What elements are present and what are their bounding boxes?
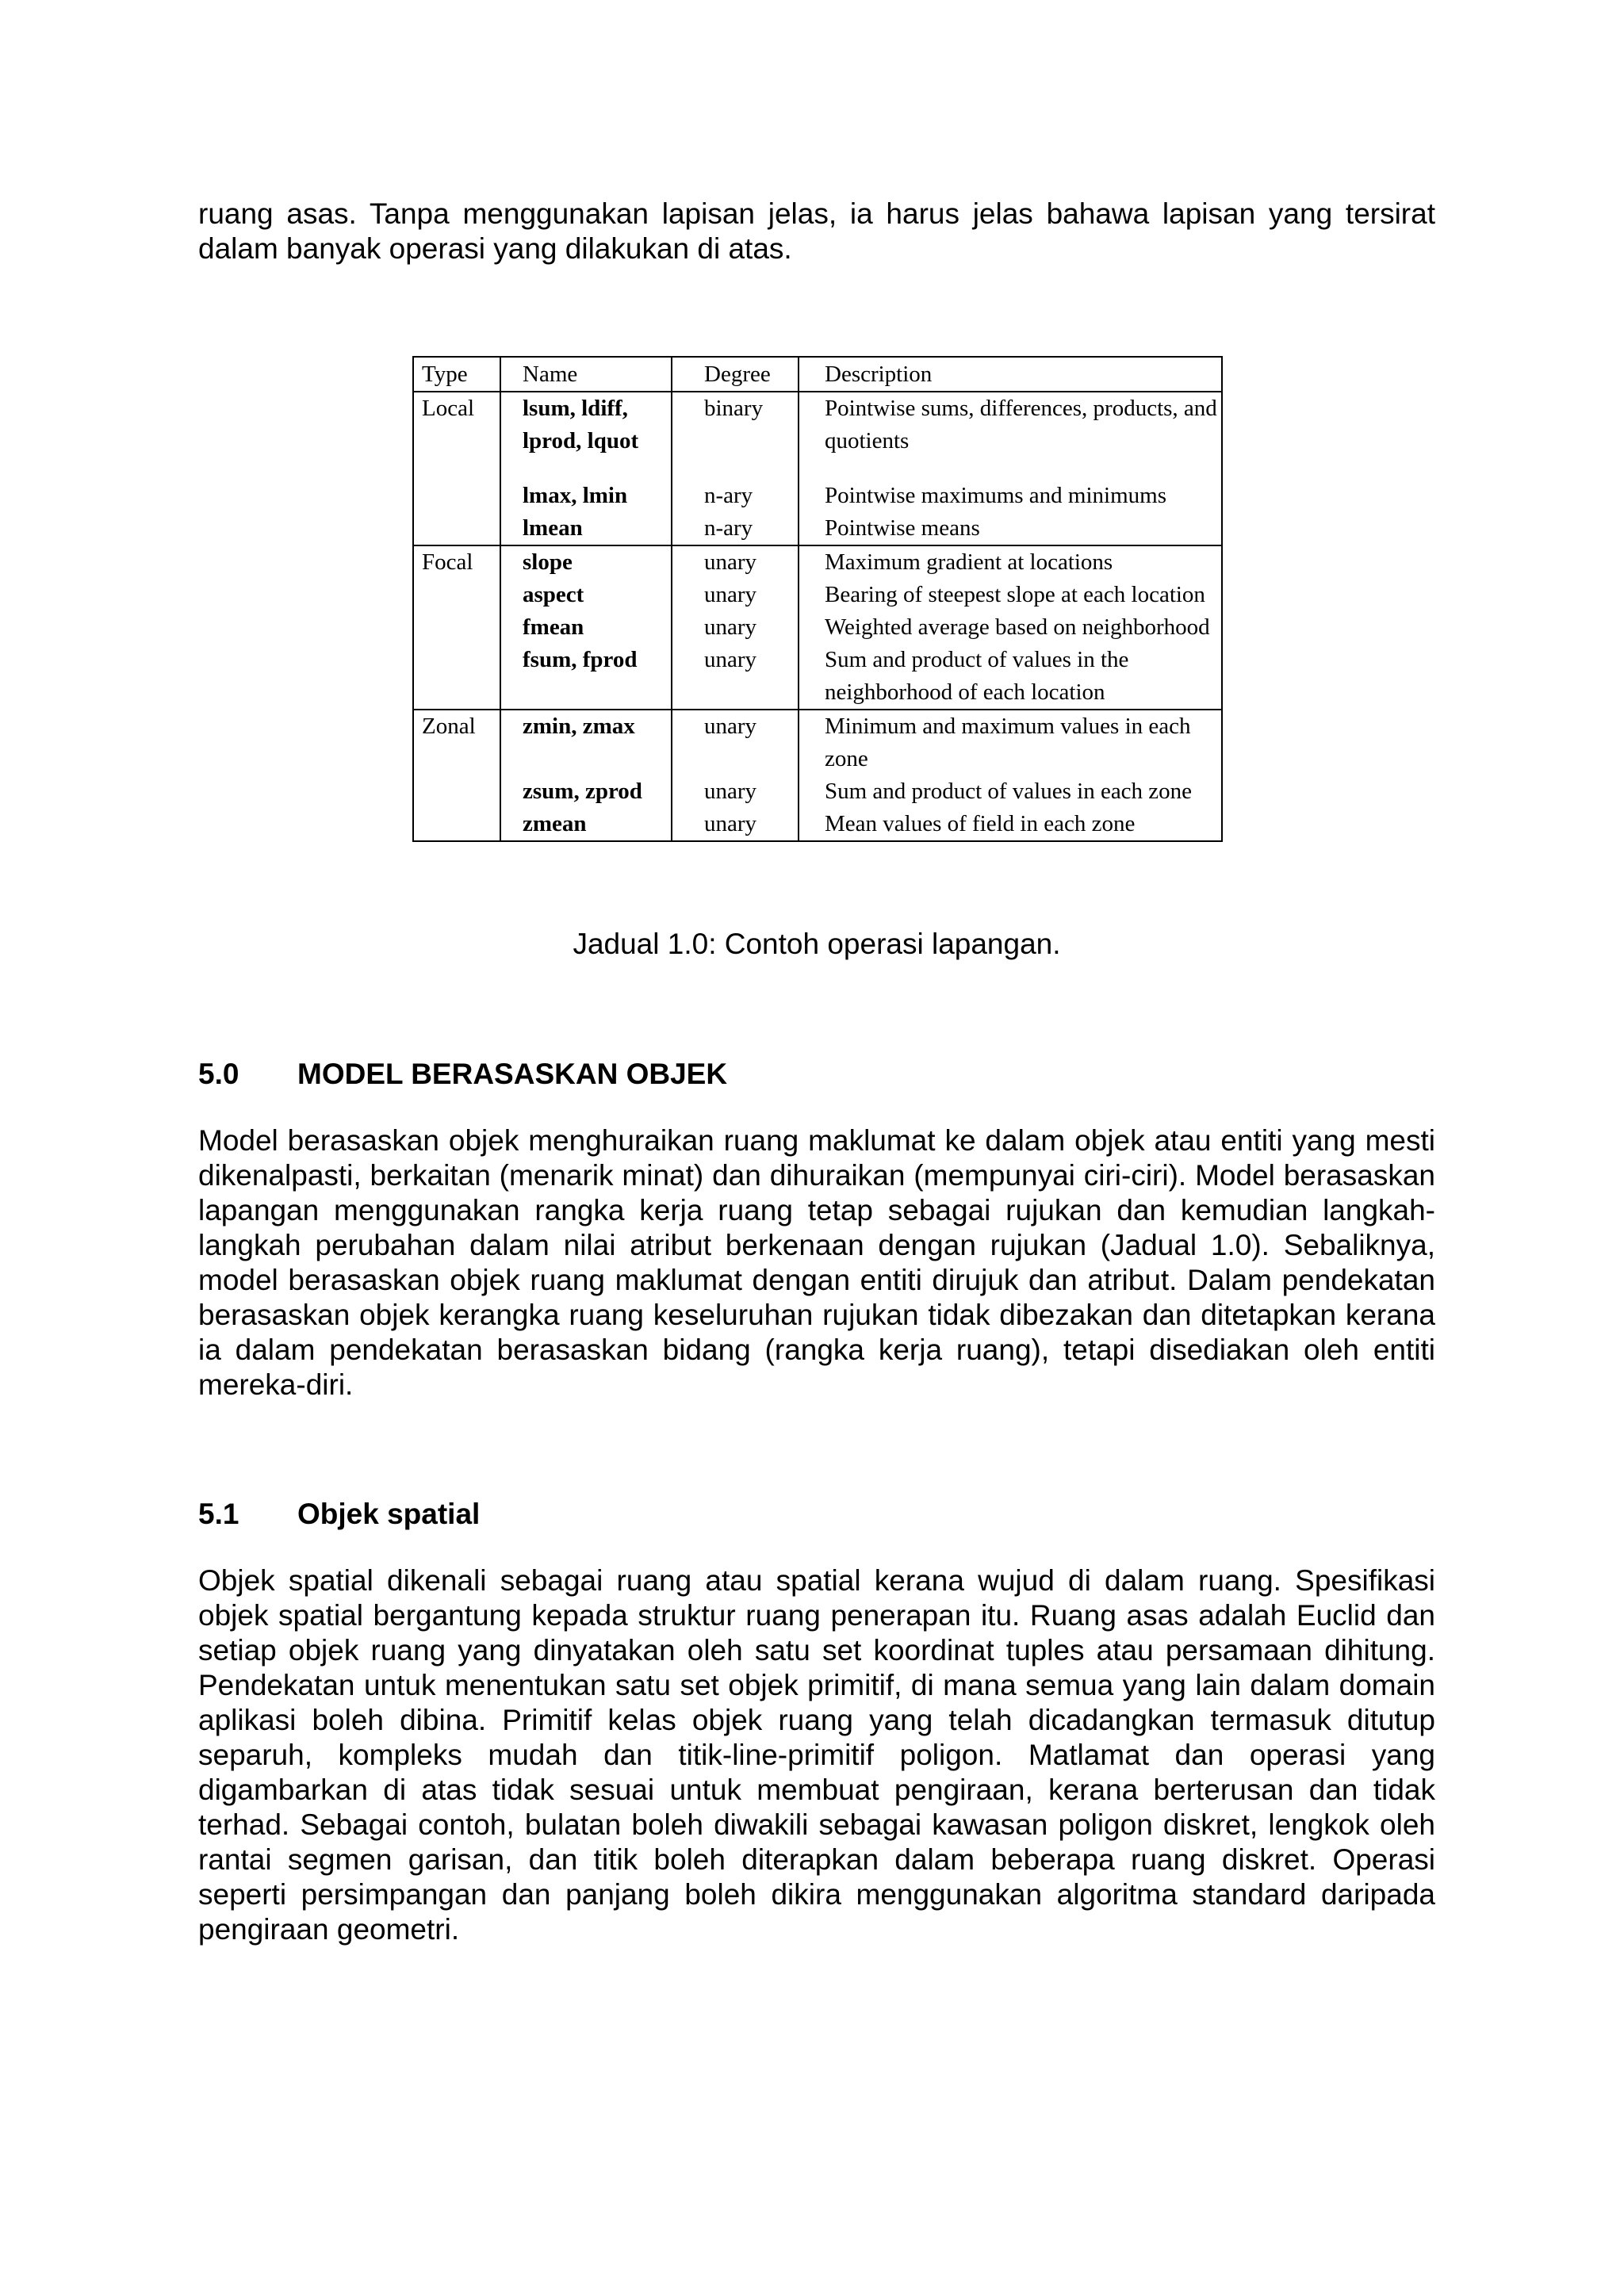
section-5-0-paragraph: Model berasaskan objek menghuraikan ruang maklumat ke dalam objek atau entiti yang mesti dikenalpasti, berkaitan (menarik minat) dan dihuraikan (mempunyai ciri-ciri). Model berasaskan lapangan menggunakan rangka kerja ruang tetap sebagai rujukan dan kemudian langkah-langkah perubahan dalam nilai atribut berkenaan dengan rujukan (Jadual 1.0). Sebaliknya, model berasaskan objek ruang maklumat dengan entiti dirujuk dan atribut. Dalam pendekatan berasaskan objek kerangka ruang keseluruhan rujukan tidak dibezakan dan ditetapkan kerana ia dalam pendekatan berasaskan bidang (rangka kerja ruang), tetapi disediakan oleh entiti mereka-diri. xyxy=(198,1124,1435,1401)
description-cell: Bearing of steepest slope at each location xyxy=(799,579,1222,611)
table-row xyxy=(413,480,1222,512)
name-cell: lsum, ldiff, lprod, lquot xyxy=(500,392,672,457)
degree-cell: unary xyxy=(672,545,799,579)
table-row xyxy=(413,808,1222,841)
section-heading-5-1 xyxy=(198,1497,480,1532)
type-cell-zonal: Zonal xyxy=(413,710,500,841)
degree-cell: unary xyxy=(672,644,799,710)
description-cell: Mean values of field in each zone xyxy=(799,808,1222,841)
table-row xyxy=(413,579,1222,611)
section-title: MODEL BERASASKAN OBJEK xyxy=(297,1058,728,1090)
table-row xyxy=(413,512,1222,545)
degree-cell: unary xyxy=(672,579,799,611)
section-number: 5.1 xyxy=(198,1498,239,1530)
name-cell: fmean xyxy=(500,611,672,644)
degree-cell: unary xyxy=(672,775,799,808)
name-cell: lmax, lmin xyxy=(500,480,672,512)
table-header-row xyxy=(413,357,1222,392)
name-cell: aspect xyxy=(500,579,672,611)
header-type: Type xyxy=(413,357,500,392)
degree-cell: unary xyxy=(672,710,799,775)
table-spacer-row xyxy=(413,457,1222,480)
type-cell-local: Local xyxy=(413,392,500,545)
description-cell: Pointwise maximums and minimums xyxy=(799,480,1222,512)
table-row xyxy=(413,611,1222,644)
name-cell: zmin, zmax xyxy=(500,710,672,775)
table-row xyxy=(413,775,1222,808)
table-row xyxy=(413,545,1222,579)
degree-cell: unary xyxy=(672,611,799,644)
degree-cell: unary xyxy=(672,808,799,841)
table-row xyxy=(413,392,1222,457)
description-cell: Minimum and maximum values in each zone xyxy=(799,710,1222,775)
degree-cell: binary xyxy=(672,392,799,457)
name-cell: zmean xyxy=(500,808,672,841)
description-cell: Weighted average based on neighborhood xyxy=(799,611,1222,644)
degree-cell: n-ary xyxy=(672,512,799,545)
header-degree: Degree xyxy=(672,357,799,392)
intro-paragraph: ruang asas. Tanpa menggunakan lapisan jelas, ia harus jelas bahawa lapisan yang tersirat dalam banyak operasi yang dilakukan di atas. xyxy=(198,197,1435,265)
description-cell: Sum and product of values in each zone xyxy=(799,775,1222,808)
degree-cell: n-ary xyxy=(672,480,799,512)
table-caption: Jadual 1.0: Contoh operasi lapangan. xyxy=(573,928,1061,960)
header-name: Name xyxy=(500,357,672,392)
name-cell: fsum, fprod xyxy=(500,644,672,710)
section-heading-5-0 xyxy=(198,1057,727,1092)
table-row xyxy=(413,644,1222,710)
description-cell: Pointwise sums, differences, products, and quotients xyxy=(799,392,1222,457)
section-title: Objek spatial xyxy=(297,1498,481,1530)
description-cell: Pointwise means xyxy=(799,512,1222,545)
name-cell: zsum, zprod xyxy=(500,775,672,808)
section-5-1-paragraph: Objek spatial dikenali sebagai ruang atau spatial kerana wujud di dalam ruang. Spesifikasi objek spatial bergantung kepada struktur ruang penerapan itu. Ruang asas adalah Euclid dan setiap objek ruang yang dinyatakan oleh satu set koordinat tuples atau persamaan dihitung. Pendekatan untuk menentukan satu set objek primitif, di mana semua yang lain dalam domain aplikasi boleh dibina. Primitif kelas objek ruang yang telah dicadangkan termasuk ditutup separuh, kompleks mudah dan titik-line-primitif poligon. Matlamat dan operasi yang digambarkan di atas tidak sesuai untuk membuat pengiraan, kerana berterusan dan tidak terhad. Sebagai contoh, bulatan boleh diwakili sebagai kawasan poligon diskret, lengkok oleh rantai segmen garisan, dan titik boleh diterapkan dalam beberapa ruang diskret. Operasi seperti persimpangan dan panjang boleh dikira menggunakan algoritma standard daripada pengiraan geometri. xyxy=(198,1564,1435,1946)
description-cell: Maximum gradient at locations xyxy=(799,545,1222,579)
name-cell: slope xyxy=(500,545,672,579)
operations-table xyxy=(412,356,1223,842)
description-cell: Sum and product of values in the neighborhood of each location xyxy=(799,644,1222,710)
type-cell-focal: Focal xyxy=(413,545,500,710)
section-number: 5.0 xyxy=(198,1058,239,1090)
header-description: Description xyxy=(799,357,1222,392)
table-row xyxy=(413,710,1222,775)
name-cell: lmean xyxy=(500,512,672,545)
